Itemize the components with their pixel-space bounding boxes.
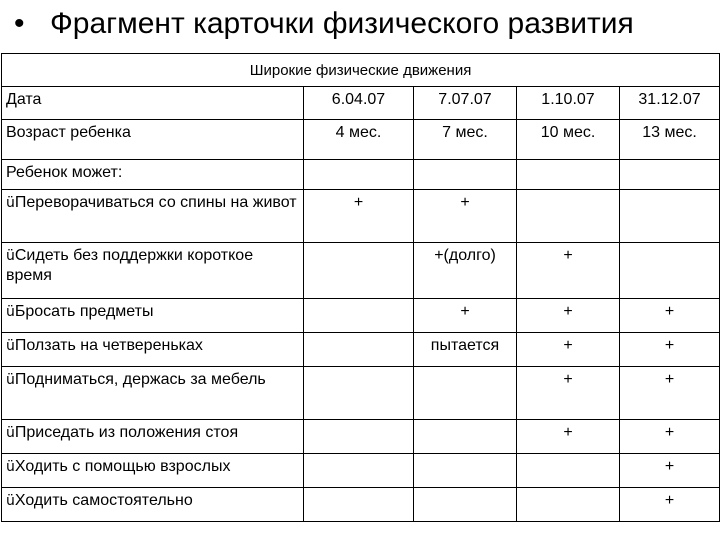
skill-row [2, 454, 720, 488]
skill-value: + [414, 190, 517, 243]
checkmark-icon: ü [6, 195, 15, 211]
checkmark-icon: ü [6, 338, 15, 354]
checkmark-icon: ü [6, 493, 15, 509]
skill-row [2, 190, 720, 243]
skill-value: + [620, 333, 720, 367]
title-bullet: • [14, 7, 25, 40]
skill-value: + [517, 243, 620, 299]
skill-label [2, 333, 304, 367]
empty-cell [620, 160, 720, 190]
skill-value [304, 333, 414, 367]
skill-label [2, 454, 304, 488]
title-text: Фрагмент карточки физического развития [50, 7, 634, 40]
skill-value [620, 243, 720, 299]
date-cell: 1.10.07 [517, 87, 620, 120]
skill-value: + [620, 367, 720, 420]
skill-text: Подниматься, держась за мебель [14, 371, 266, 388]
skill-value: + [517, 420, 620, 454]
skill-value [517, 190, 620, 243]
skill-value: + [620, 299, 720, 333]
age-cell: 10 мес. [517, 120, 620, 160]
skill-value [304, 420, 414, 454]
slide-title [14, 4, 634, 44]
checkmark-icon: ü [6, 372, 15, 388]
skill-label [2, 243, 304, 299]
skill-label [2, 420, 304, 454]
date-cell: 7.07.07 [414, 87, 517, 120]
checkmark-icon: ü [6, 459, 15, 475]
skill-value [414, 454, 517, 488]
skill-value [414, 488, 517, 522]
skill-value: + [517, 333, 620, 367]
age-label: Возраст ребенка [2, 120, 304, 160]
skill-value: +(долго) [414, 243, 517, 299]
skill-text: Ходить с помощью взрослых [14, 458, 231, 475]
skill-text: Переворачиваться со спины на живот [14, 194, 297, 211]
skill-row [2, 333, 720, 367]
section-row [2, 160, 720, 190]
skill-row [2, 420, 720, 454]
skill-value [304, 488, 414, 522]
table-caption: Широкие физические движения [2, 54, 720, 87]
skill-value [414, 367, 517, 420]
age-cell: 4 мес. [304, 120, 414, 160]
skill-row [2, 488, 720, 522]
age-cell: 13 мес. [620, 120, 720, 160]
skill-value [414, 420, 517, 454]
date-label: Дата [2, 87, 304, 120]
skill-value: + [304, 190, 414, 243]
skill-text: Бросать предметы [14, 303, 154, 320]
age-row [2, 120, 720, 160]
date-cell: 6.04.07 [304, 87, 414, 120]
empty-cell [414, 160, 517, 190]
section-label: Ребенок может: [2, 160, 304, 190]
skill-value: + [620, 420, 720, 454]
skill-label [2, 190, 304, 243]
checkmark-icon: ü [6, 304, 15, 320]
skill-value [304, 454, 414, 488]
skill-value: + [517, 367, 620, 420]
development-card-table [1, 53, 720, 522]
skill-value: + [620, 488, 720, 522]
skill-value [304, 243, 414, 299]
skill-value [620, 190, 720, 243]
skill-row [2, 367, 720, 420]
date-cell: 31.12.07 [620, 87, 720, 120]
skill-value [517, 488, 620, 522]
skill-row [2, 299, 720, 333]
skill-text: Ползать на четвереньках [14, 337, 203, 354]
empty-cell [517, 160, 620, 190]
skill-row [2, 243, 720, 299]
skill-value: + [414, 299, 517, 333]
empty-cell [304, 160, 414, 190]
skill-value [517, 454, 620, 488]
checkmark-icon: ü [6, 425, 15, 441]
skill-value: пытается [414, 333, 517, 367]
skill-value [304, 299, 414, 333]
skill-label [2, 367, 304, 420]
skill-value [304, 367, 414, 420]
skill-text: Приседать из положения стоя [14, 424, 239, 441]
skill-value: + [620, 454, 720, 488]
skill-label [2, 488, 304, 522]
age-cell: 7 мес. [414, 120, 517, 160]
skill-text: Ходить самостоятельно [14, 492, 193, 509]
skill-label [2, 299, 304, 333]
date-row [2, 87, 720, 120]
caption-row [2, 54, 720, 87]
skill-text: Сидеть без поддержки короткое время [6, 247, 254, 284]
skill-value: + [517, 299, 620, 333]
checkmark-icon: ü [6, 248, 15, 264]
